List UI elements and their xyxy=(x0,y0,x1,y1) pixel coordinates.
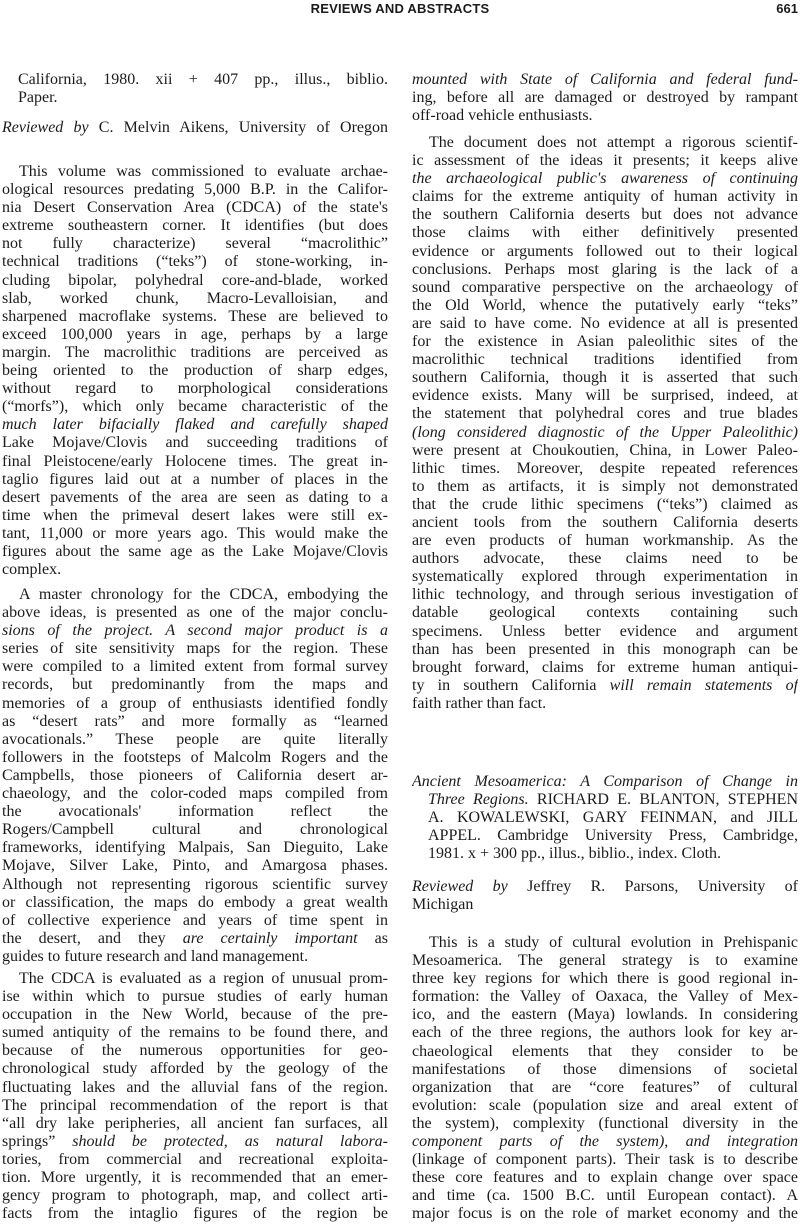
text-line xyxy=(2,1187,388,1205)
running-head-title: REVIEWS AND ABSTRACTS xyxy=(310,1,490,16)
text-line xyxy=(2,1115,388,1133)
text-line xyxy=(2,839,388,857)
text-run: that the crude lithic specimens (“teks”) claimed as xyxy=(412,495,798,513)
text-line xyxy=(2,362,388,380)
text-run: ise within which to pursue studies of early human xyxy=(2,988,388,1006)
text-run: tion. More urgently, it is recommended that an emer- xyxy=(2,1169,388,1187)
text-run: cluding bipolar, polyhedral core-and-blade, worked xyxy=(2,271,388,289)
text-line xyxy=(412,845,798,863)
text-line xyxy=(412,351,798,369)
text-run: evolution: scale (population size and areal extent of xyxy=(412,1096,798,1114)
text-line xyxy=(2,290,388,308)
text-line xyxy=(412,514,798,532)
text-run: evidence or arguments followed out to their logical xyxy=(412,242,798,260)
text-line xyxy=(2,326,388,344)
reviewer-line xyxy=(412,878,798,914)
review-paragraph-continued xyxy=(412,71,798,125)
text-line xyxy=(412,206,798,224)
text-run: slab, worked chunk, Macro-Levalloisian, and xyxy=(2,289,388,307)
text-line xyxy=(2,622,388,640)
text-line xyxy=(2,235,388,253)
text-line xyxy=(412,405,798,423)
right-column xyxy=(412,0,798,1224)
text-run: (“morfs”), which only became characteristic of the xyxy=(2,398,388,416)
text-line xyxy=(412,261,798,279)
text-run: as “desert rats” and more formally as “learned xyxy=(2,712,388,730)
italic-text-run: the archaeological public's awareness of continuing xyxy=(412,170,798,188)
text-line xyxy=(2,89,388,107)
italic-text-run: component parts of the system), and integration xyxy=(412,1133,798,1151)
text-run: series of site sensitivity maps for the region. These xyxy=(2,640,388,658)
text-run: chronological study afforded by the geology of the xyxy=(2,1060,388,1078)
text-line xyxy=(2,640,388,658)
text-line xyxy=(2,272,388,290)
text-run: or classification, the maps do embody a great wealth xyxy=(2,893,388,911)
text-line xyxy=(412,243,798,261)
text-line xyxy=(2,1024,388,1042)
text-line xyxy=(2,695,388,713)
text-run: A. KOWALEWSKI, GARY FEINMAN, and JILL xyxy=(428,809,798,827)
text-line xyxy=(412,134,798,152)
text-run: the statement that polyhedral cores and true blades xyxy=(412,405,798,423)
text-run: authors advocate, these claims need to be xyxy=(412,550,798,568)
text-run: lithic times. Moreover, despite repeated references xyxy=(412,459,798,477)
text-run: were compiled to a limited extent from formal survey xyxy=(2,658,388,676)
review-paragraph xyxy=(412,934,798,1224)
text-run: the system), complexity (functional diversity in the xyxy=(412,1114,798,1132)
text-line xyxy=(2,471,388,489)
text-line xyxy=(2,507,388,525)
text-run: records, but predominantly from the maps and xyxy=(2,676,388,694)
text-line xyxy=(412,550,798,568)
text-line xyxy=(2,1133,388,1151)
text-line xyxy=(412,460,798,478)
text-line xyxy=(2,821,388,839)
text-line xyxy=(412,952,798,970)
text-run: each of the three regions, the authors look for key ar- xyxy=(412,1024,798,1042)
text-line xyxy=(412,695,798,713)
text-line xyxy=(2,586,388,604)
text-run: The document does not attempt a rigorous scientif- xyxy=(429,134,798,151)
text-run: complex. xyxy=(2,561,62,579)
text-line xyxy=(2,453,388,471)
text-run: of collective experience and years of time spent in xyxy=(2,911,388,929)
italic-text-run: are certainly important xyxy=(182,929,358,947)
text-run: without regard to morphological considerations xyxy=(2,380,388,398)
text-run: Michigan xyxy=(412,896,474,914)
text-line xyxy=(412,387,798,405)
text-line xyxy=(412,1006,798,1024)
text-line xyxy=(2,749,388,767)
text-line xyxy=(2,857,388,875)
text-line xyxy=(412,333,798,351)
italic-text-run: will remain statements of xyxy=(609,676,798,694)
text-line xyxy=(2,543,388,561)
text-line xyxy=(412,478,798,496)
text-run: above ideas, is presented as one of the major conclu- xyxy=(2,604,388,622)
text-line xyxy=(412,1151,798,1169)
text-run: frameworks, identifying Malpais, San Dieguito, Lake xyxy=(2,839,388,857)
text-line xyxy=(412,604,798,622)
text-line xyxy=(412,791,798,809)
text-line xyxy=(2,970,388,988)
italic-text-run: much later bifacially flaked and carefully shaped xyxy=(2,416,388,434)
text-line xyxy=(412,315,798,333)
text-run: Campbells, those pioneers of California desert ar- xyxy=(2,766,388,784)
text-line xyxy=(412,224,798,242)
text-line xyxy=(2,894,388,912)
text-line xyxy=(2,434,388,452)
text-line xyxy=(2,912,388,930)
text-line xyxy=(412,641,798,659)
text-run: claims for the extreme antiquity of human activity in xyxy=(412,188,798,206)
reviewer-line xyxy=(2,119,388,137)
text-run: because of the numerous opportunities for geo- xyxy=(2,1042,388,1060)
italic-text-run: Three Regions. xyxy=(428,791,529,809)
text-line xyxy=(2,525,388,543)
text-line xyxy=(2,344,388,362)
text-run: figures about the same age as the Lake Mojave/Clovis xyxy=(2,542,388,560)
text-run: sound comparative perspective on the archaeology of xyxy=(412,278,798,296)
text-line xyxy=(412,532,798,550)
text-run: desert pavements of the area are seen as dating to a xyxy=(2,488,388,506)
text-run: memories of a group of enthusiasts identified fondly xyxy=(2,694,388,712)
text-run: off-road vehicle enthusiasts. xyxy=(412,107,593,125)
text-run: sharpened macroflake systems. These are believed to xyxy=(2,307,388,325)
text-run: extreme southeastern corner. It identifies (but does xyxy=(2,217,388,235)
text-run: ty in southern California xyxy=(412,676,610,694)
text-line xyxy=(412,297,798,315)
text-line xyxy=(412,170,798,188)
page-number: 661 xyxy=(776,1,798,16)
text-run: southern California, though it is asserted that such xyxy=(412,369,798,387)
text-run: Lake Mojave/Clovis and succeeding traditions of xyxy=(2,434,388,452)
text-line xyxy=(2,119,388,137)
text-run: formation: the Valley of Oaxaca, the Valley of Mex- xyxy=(412,988,798,1006)
text-run: faith rather than fact. xyxy=(412,694,547,712)
text-run: taglio figures laid out at a number of places in the xyxy=(2,470,388,488)
text-run: ing, before all are damaged or destroyed by rampant xyxy=(412,89,798,107)
text-run: specimens. Unless better evidence and argument xyxy=(412,622,798,640)
text-line xyxy=(412,152,798,170)
text-run: datable geological contexts containing such xyxy=(412,604,798,622)
text-run: followers in the footsteps of Malcolm Rogers and the xyxy=(2,748,388,766)
italic-text-run: mounted with State of California and federal fund- xyxy=(412,71,798,88)
text-line xyxy=(412,809,798,827)
italic-text-run: sions of the project. A second major product is a xyxy=(2,622,388,640)
text-run: The CDCA is evaluated as a region of unusual prom- xyxy=(19,970,388,987)
text-run: ancient tools from the southern California deserts xyxy=(412,513,798,531)
text-line xyxy=(412,89,798,107)
text-line xyxy=(412,970,798,988)
text-run: three key regions for which there is good regional in- xyxy=(412,970,798,988)
text-line xyxy=(412,188,798,206)
text-line xyxy=(2,1097,388,1115)
text-line xyxy=(412,1024,798,1042)
text-line xyxy=(2,948,388,966)
text-line xyxy=(412,827,798,845)
text-line xyxy=(2,561,388,579)
text-line xyxy=(2,658,388,676)
text-line xyxy=(2,713,388,731)
text-run: organization that are “core features” of cultural xyxy=(412,1078,798,1096)
text-run: ic assessment of the ideas it presents; it keeps alive xyxy=(412,152,798,170)
text-line xyxy=(412,1169,798,1187)
review-paragraph xyxy=(2,970,388,1223)
text-line xyxy=(412,878,798,896)
text-run: conclusions. Perhaps most glaring is the lack of a xyxy=(412,260,798,278)
text-run: (linkage of component parts). Their task is to describe xyxy=(412,1151,798,1169)
text-run: Jeffrey R. Parsons, University of xyxy=(507,878,798,895)
text-line xyxy=(2,1079,388,1097)
text-line xyxy=(2,217,388,235)
text-line xyxy=(2,489,388,507)
text-line xyxy=(2,253,388,271)
text-line xyxy=(412,568,798,586)
text-run: Although not representing rigorous scientific survey xyxy=(2,875,388,893)
text-run: exceed 100,000 years in age, perhaps by a large xyxy=(2,325,388,343)
text-line xyxy=(412,71,798,89)
text-run: manifestations of those dimensions of societal xyxy=(412,1060,798,1078)
text-run: the avocationals' information reflect the xyxy=(2,803,388,821)
text-line xyxy=(412,1187,798,1205)
text-line xyxy=(412,1115,798,1133)
text-line xyxy=(412,1133,798,1151)
text-run: evidence exists. Many will be surprised, indeed, at xyxy=(412,387,798,405)
text-run: gency program to photograph, map, and collect arti- xyxy=(2,1187,388,1205)
text-run: A master chronology for the CDCA, embodying the xyxy=(19,586,388,603)
text-line xyxy=(412,773,798,791)
text-run: chaeological elements that they consider to be xyxy=(412,1042,798,1060)
text-line xyxy=(2,199,388,217)
text-run: being oriented to the production of sharp edges, xyxy=(2,362,388,380)
text-run: time when the primeval desert lakes were still ex- xyxy=(2,506,388,524)
text-line xyxy=(2,308,388,326)
text-line xyxy=(412,369,798,387)
text-line xyxy=(412,586,798,604)
text-run: to them as artifacts, it is simply not demonstrated xyxy=(412,477,798,495)
text-line xyxy=(412,934,798,952)
text-run: RICHARD E. BLANTON, STEPHEN xyxy=(528,791,798,809)
text-run: fluctuating lakes and the alluvial fans of the region. xyxy=(2,1078,388,1096)
text-run: lithic technology, and through serious investigation of xyxy=(412,586,798,604)
text-line xyxy=(2,803,388,821)
text-run: these core features and to explain change over space xyxy=(412,1169,798,1187)
left-column xyxy=(2,0,388,1224)
text-line xyxy=(2,767,388,785)
text-line xyxy=(412,659,798,677)
text-run: nia Desert Conservation Area (CDCA) of the state's xyxy=(2,199,388,217)
text-run: The principal recommendation of the report is that xyxy=(2,1096,388,1114)
text-run: sumed antiquity of the remains to be found there, and xyxy=(2,1024,388,1042)
text-run: Mesoamerica. The general strategy is to examine xyxy=(412,952,798,970)
text-run: for the existence in Asian paleolithic sites of the xyxy=(412,333,798,351)
text-line xyxy=(412,1043,798,1061)
text-run: APPEL. Cambridge University Press, Cambridge, xyxy=(428,827,798,845)
text-line xyxy=(412,279,798,297)
text-run: tant, 11,000 or more years ago. This would make the xyxy=(2,524,388,542)
text-line xyxy=(412,1097,798,1115)
text-line xyxy=(412,988,798,1006)
text-run: are said to have come. No evidence at all is presented xyxy=(412,314,798,332)
text-run: those claims with either definitively presented xyxy=(412,224,798,242)
review-paragraph xyxy=(412,134,798,713)
text-line xyxy=(2,398,388,416)
text-line xyxy=(2,785,388,803)
text-line xyxy=(412,1061,798,1079)
text-run: margin. The macrolithic traditions are perceived as xyxy=(2,343,388,361)
text-line xyxy=(2,876,388,894)
text-run: Mojave, Silver Lake, Pinto, and Amargosa phases. xyxy=(2,857,388,875)
text-line xyxy=(2,604,388,622)
italic-text-run: Reviewed by xyxy=(412,878,508,895)
text-run: guides to future research and land management. xyxy=(2,947,309,965)
text-line xyxy=(412,677,798,695)
text-run: than has been presented in this monograph can be xyxy=(412,640,798,658)
book-citation-continued xyxy=(2,71,388,107)
text-line xyxy=(2,676,388,694)
text-run: tories, from commercial and recreational exploita- xyxy=(2,1150,388,1168)
text-line xyxy=(2,1205,388,1223)
text-run: the desert, and they xyxy=(2,929,183,947)
italic-text-run: Reviewed by xyxy=(2,119,89,136)
text-line xyxy=(412,896,798,914)
text-run: ological resources predating 5,000 B.P. in the Califor- xyxy=(2,181,388,199)
text-line xyxy=(2,1006,388,1024)
text-run: This is a study of cultural evolution in Prehispanic xyxy=(429,934,798,951)
text-run: technical traditions (“teks”) of stone-working, in- xyxy=(2,253,388,271)
text-run: not fully characterize) several “macrolithic” xyxy=(2,235,388,253)
text-run: the southern California deserts but does not advance xyxy=(412,206,798,224)
text-line xyxy=(412,496,798,514)
text-line xyxy=(2,163,388,181)
text-line xyxy=(2,1169,388,1187)
text-line xyxy=(2,988,388,1006)
text-line xyxy=(2,380,388,398)
text-run: “all dry lake peripheries, all ancient fan surfaces, all xyxy=(2,1114,388,1132)
text-run: were present at Choukoutien, China, in Lower Paleo- xyxy=(412,441,798,459)
text-run: occupation in the New World, because of the pre- xyxy=(2,1006,388,1024)
italic-text-run: (long considered diagnostic of the Upper Paleolithic) xyxy=(412,423,798,441)
italic-text-run: should be protected, as natural labora- xyxy=(72,1132,388,1150)
text-run: macrolithic technical traditions identified from xyxy=(412,351,798,369)
text-run: as xyxy=(357,929,388,947)
text-line xyxy=(412,1079,798,1097)
text-run: are even products of human workmanship. As the xyxy=(412,532,798,550)
text-line xyxy=(412,1205,798,1223)
text-run: Rogers/Campbell cultural and chronological xyxy=(2,821,388,839)
text-run: chaeology, and the color-coded maps compiled from xyxy=(2,785,388,803)
text-line xyxy=(412,107,798,125)
text-run: and time (ca. 1500 B.C. until European contact). A xyxy=(412,1187,798,1205)
text-run: final Pleistocene/early Holocene times. The great in- xyxy=(2,452,388,470)
text-run: springs” xyxy=(2,1132,73,1150)
text-run: major focus is on the role of market economy and the xyxy=(412,1205,798,1223)
text-run: the Old World, whence the putatively early “teks” xyxy=(412,296,798,314)
review-paragraph xyxy=(2,586,388,966)
italic-text-run: Ancient Mesoamerica: A Comparison of Change in xyxy=(412,773,798,790)
text-line xyxy=(2,181,388,199)
text-line xyxy=(2,1042,388,1060)
text-run: avocationals.” These people are quite literally xyxy=(2,730,388,748)
text-run: C. Melvin Aikens, University of Oregon xyxy=(88,119,388,136)
text-run: 1981. x + 300 pp., illus., biblio., index. Cloth. xyxy=(428,845,722,863)
text-line xyxy=(412,424,798,442)
book-citation xyxy=(412,773,798,863)
text-line xyxy=(2,416,388,434)
text-line xyxy=(2,731,388,749)
text-run: ico, and the eastern (Maya) lowlands. In considering xyxy=(412,1006,798,1024)
text-run: This volume was commissioned to evaluate archae- xyxy=(19,163,388,180)
text-line xyxy=(2,930,388,948)
text-run: Paper. xyxy=(18,89,58,107)
review-paragraph xyxy=(2,163,388,579)
text-run: brought forward, claims for extreme human antiqui- xyxy=(412,658,798,676)
text-run: systematically explored through experimentation in xyxy=(412,568,798,586)
text-line xyxy=(412,623,798,641)
text-run: facts from the intaglio figures of the region be xyxy=(2,1205,388,1223)
text-line xyxy=(412,442,798,460)
text-line xyxy=(2,1151,388,1169)
text-line xyxy=(2,1060,388,1078)
text-line xyxy=(2,71,388,89)
text-run: California, 1980. xii + 407 pp., illus., biblio. xyxy=(18,71,388,88)
